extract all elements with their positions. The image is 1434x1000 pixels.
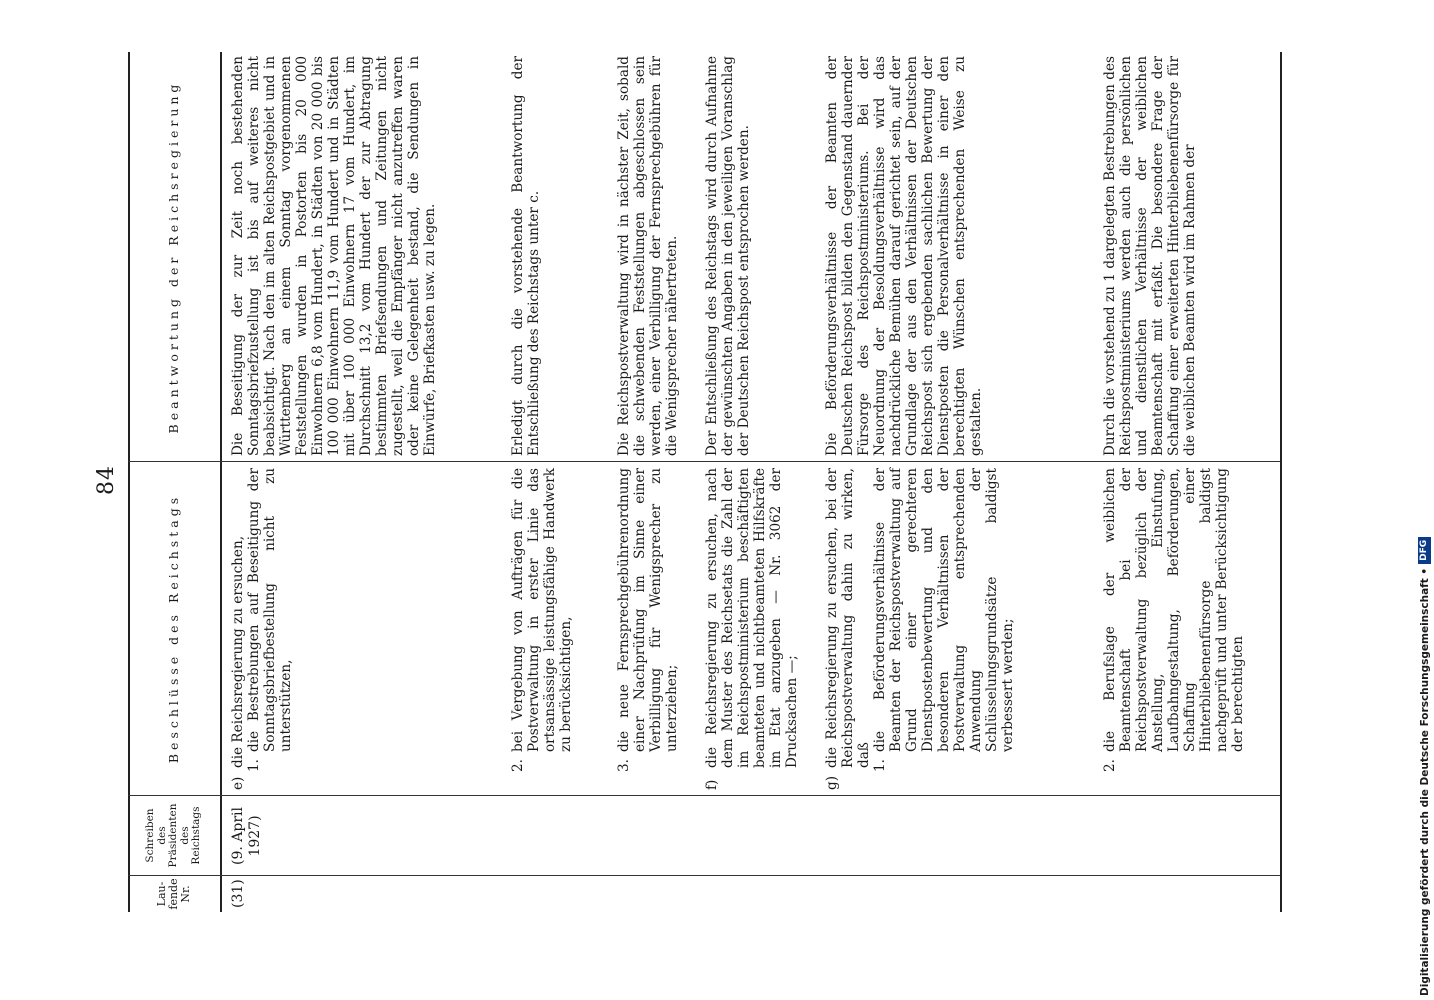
dfg-logo: DFG (1418, 537, 1431, 564)
header-beschluesse: Beschlüsse des Reichstags (166, 493, 182, 764)
page-number: 84 (94, 465, 119, 495)
sub-number: 3. (616, 759, 632, 772)
resolution-intro: die Reichsregierung zu ersuchen, (230, 535, 246, 768)
header-schreiben: Schreiben des Präsidenten des Reichstags (144, 803, 203, 868)
resolution-label: f) (704, 779, 720, 790)
answer-g1: Die Beförderungsverhältnisse der Beamten der Deutschen Reichspost bilden den Gegenstand dauernder Fürsorge des Reichspostministeriums. Bei der Neuordnung der Besoldungsverhältnisse wird das nachdrückliche Bemühen darauf gerichtet sein, auf der Grundlage der aus den Verhältnissen der Deutschen Reichspost sich ergebenden sachlichen Bewertung der Dienstposten die Personalverhältnisse in einer den berechtigten Wünschen entsprechenden Weise zu gestalten. (824, 56, 985, 456)
header-bottom-rule (220, 52, 222, 912)
sub-text: bei Vergebung von Aufträgen für die Postverwaltung in erster Linie das ortsansässige leistungsfähige Handwerk zu berücksichtigen, (510, 468, 575, 752)
header-beantwortung: Beantwortung der Reichsregierung (166, 80, 182, 434)
row-number: (31) (230, 879, 246, 908)
row-date: (9. April 1927) (230, 807, 263, 865)
header-lfd-nr: Lau- fende Nr. (154, 878, 193, 910)
sub-text: die Bestrebungen auf Beseitigung der Sonntagsbriefbestellung nicht zu unterstützen, (246, 468, 295, 752)
sub-number: 2. (510, 759, 526, 772)
sub-number: 2. (1102, 759, 1118, 772)
column-divider-1 (128, 875, 1280, 876)
answer-g2: Durch die vorstehend zu 1 dargelegten Bestrebungen des Reichspostministeriums werden auch die persönlichen und dienstlichen Verhältnisse der weiblichen Beamtenschaft mit erfaßt. Die besondere Frage der Schaffung einer erweiterten Hinterbliebenenfürsorge für die weiblichen Beamten wird im Rahmen der (1102, 56, 1199, 456)
dfg-credit (1418, 537, 1431, 996)
sub-number: 1. (872, 759, 889, 772)
table-bottom-rule (1280, 52, 1282, 912)
column-divider-3 (128, 461, 1280, 462)
answer-e1: Die Beseitigung der zur Zeit noch bestehenden Sonntagsbriefzustellung ist bis auf weiteres nicht beabsichtigt. Nach den im alten Reichspostgebiet und in Württemberg an einem Sonntag vorgenommenen Feststellungen wurden in Postorten bis 20 000 Einwohnern 6,8 vom Hundert, in Städten von 20 000 bis 100 000 Einwohnern 11,9 vom Hundert und in Städten mit über 100 000 Einwohnern 17 vom Hundert, im Durchschnitt 13,2 vom Hundert der zur Abtragung bestimmten Briefsendungen und Zeitungen nicht zugestellt, weil die Empfänger nicht anzutreffen waren oder keine Gelegenheit bestand, die Sendungen in Einwürfe, Briefkasten usw. zu legen. (230, 56, 439, 456)
rotated-document-page (90, 30, 1290, 930)
resolution-g-2 (1102, 468, 1246, 790)
resolution-f (704, 468, 800, 790)
answer-e3: Die Reichspostverwaltung wird in nächster Zeit, sobald die schwebenden Feststellungen abgeschlossen sein werden, einer Verbilligung der Fernsprechgebühren für die Wenigsprecher nähertreten. (616, 56, 681, 456)
sub-text: die Beförderungsverhältnisse der Beamten der Reichspostverwaltung auf Grund einer gerechteren Dienstpostenbewertung und den besonderen Verhältnissen der Postverwaltung entsprechenden Anwendung der Schlüsselungsgrundsätze baldigst verbessert werden; (872, 468, 1017, 752)
resolution-g (824, 468, 1016, 790)
resolution-e (230, 468, 294, 790)
sub-text: die neue Fernsprechgebührenordnung einer Nachprüfung im Sinne einer Verbilligung für Wenigsprecher zu unterziehen; (616, 468, 681, 752)
answer-f: Der Entschließung des Reichstags wird durch Aufnahme der gewünschten Angaben in den jeweiligen Voranschlag der Deutschen Reichspost entsprochen werden. (704, 56, 753, 456)
resolution-label: e) (230, 776, 246, 790)
sub-text: die Berufslage der weiblichen Beamtenschaft bei der Reichspostverwaltung bezüglich der Anstellung, Einstufung, Laufbahngestaltung, Beförderungen, Schaffung einer Hinterbliebenenfürsorge baldigst nachgeprüft und unter Berücksichtigung der berechtigten (1102, 468, 1247, 752)
answer-e2: Erledigt durch die vorstehende Beantwortung der Entschließung des Reichstags unter c. (510, 56, 543, 456)
resolution-label: g) (824, 775, 840, 790)
resolution-e-3 (616, 468, 680, 790)
resolution-intro: die Reichsregierung zu ersuchen, nach dem Muster des Reichsetats die Zahl der im Reichspostministerium beschäftigten beamteten und nichtbeamteten Hilfskräfte im Etat anzugeben — Nr. 3062 der Drucksachen —; (704, 468, 801, 768)
sub-number: 1. (246, 759, 263, 772)
column-divider-2 (128, 795, 1280, 796)
credit-text: Digitalisierung gefördert durch die Deutsche Forschungsgemeinschaft • (1418, 567, 1431, 996)
resolution-e-2 (510, 468, 574, 790)
resolution-intro: die Reichsregierung zu ersuchen, bei der Reichspostverwaltung dahin zu wirken, daß (824, 468, 873, 768)
